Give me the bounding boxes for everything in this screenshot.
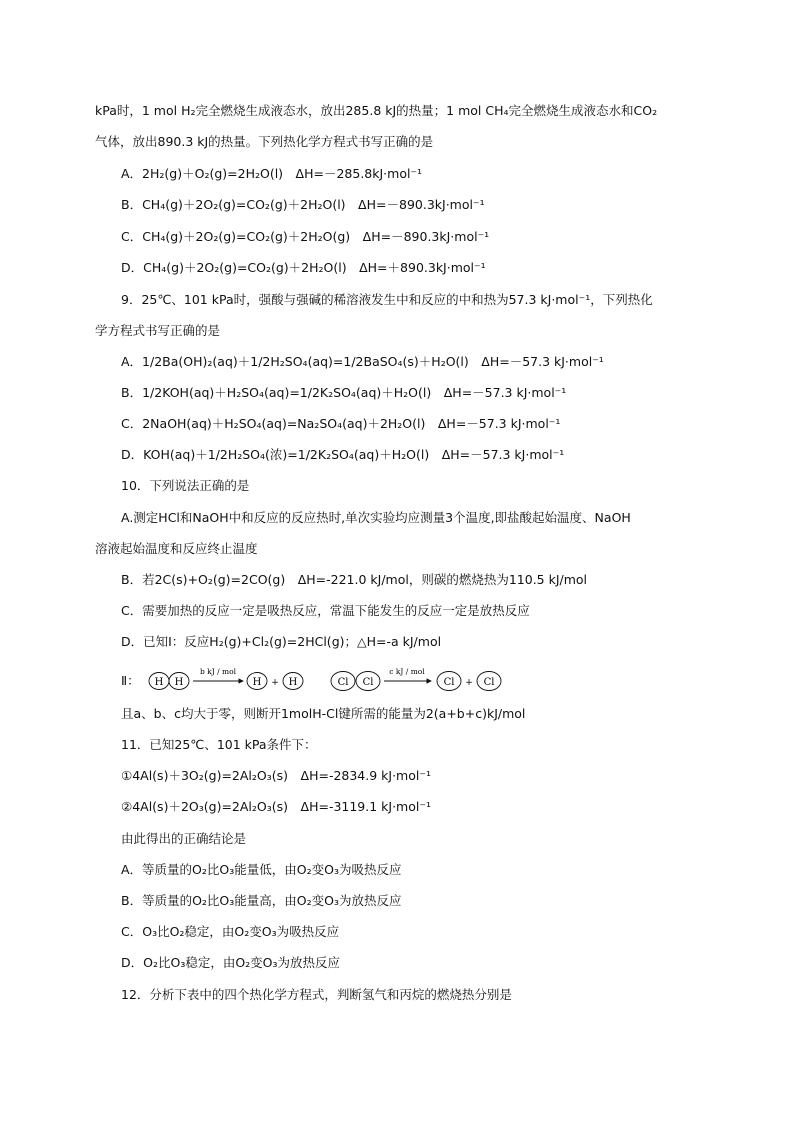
option-line: C．O₃比O₂稳定，由O₂变O₃为吸热反应 bbox=[121, 924, 340, 939]
cl-atom-label: Cl bbox=[443, 677, 455, 688]
option-line: 溶液起始温度和反应终止温度 bbox=[95, 541, 258, 556]
arrow-cl-label: c kJ / mol bbox=[389, 667, 425, 676]
plus-sign: + bbox=[271, 678, 279, 688]
cl-atom-label: Cl bbox=[362, 677, 374, 688]
option-line: 且a、b、c均大于零，则断开1molH-Cl键所需的能量为2(a+b+c)kJ/mol bbox=[121, 706, 526, 721]
text-line: 由此得出的正确结论是 bbox=[121, 831, 247, 846]
cl-atom-label: Cl bbox=[337, 677, 349, 688]
option-line: A．等质量的O₂比O₃能量低，由O₂变O₃为吸热反应 bbox=[121, 862, 402, 877]
equation-line: ②4Al(s)＋2O₃(g)=2Al₂O₃(s) ΔH=-3119.1 kJ·mol⁻¹ bbox=[121, 799, 431, 814]
question-line: 9．25℃、101 kPa时，强酸与强碱的稀溶液发生中和反应的中和热为57.3 kJ·mol⁻¹，下列热化 bbox=[121, 292, 653, 307]
option-line: A.测定HCl和NaOH中和反应的反应热时,单次实验均应测量3个温度,即盐酸起始温度、NaOH bbox=[121, 510, 631, 525]
option-line: B．若2C(s)+O₂(g)=2CO(g) ΔH=-221.0 kJ/mol，则碳的燃烧热为110.5 kJ/mol bbox=[121, 572, 588, 587]
option-line: B．1/2KOH(aq)＋H₂SO₄(aq)=1/2K₂SO₄(aq)＋H₂O(l) ΔH=－57.3 kJ·mol⁻¹ bbox=[121, 385, 567, 400]
question-line: 10．下列说法正确的是 bbox=[121, 478, 250, 493]
option-line: D．已知Ⅰ：反应H₂(g)+Cl₂(g)=2HCl(g)；△H=-a kJ/mol bbox=[121, 634, 442, 649]
h-atom-label: H bbox=[252, 677, 262, 688]
diagram-label: Ⅱ： bbox=[121, 673, 140, 688]
equation-line: ①4Al(s)＋3O₂(g)=2Al₂O₃(s) ΔH=-2834.9 kJ·mol⁻¹ bbox=[121, 768, 431, 783]
h-atom-label: H bbox=[154, 677, 164, 688]
option-line: C．2NaOH(aq)＋H₂SO₄(aq)=Na₂SO₄(aq)＋2H₂O(l) ΔH=－57.3 kJ·mol⁻¹ bbox=[121, 416, 561, 431]
bond-energy-diagram bbox=[121, 666, 521, 696]
option-line: D．KOH(aq)＋1/2H₂SO₄(浓)=1/2K₂SO₄(aq)＋H₂O(l) ΔH=－57.3 kJ·mol⁻¹ bbox=[121, 447, 565, 462]
cl-atom-label: Cl bbox=[483, 677, 495, 688]
option-line: D．CH₄(g)＋2O₂(g)=CO₂(g)＋2H₂O(l) ΔH=＋890.3kJ·mol⁻¹ bbox=[121, 260, 486, 275]
question-line: 12．分析下表中的四个热化学方程式，判断氢气和丙烷的燃烧热分别是 bbox=[121, 987, 512, 1002]
option-line: A．1/2Ba(OH)₂(aq)＋1/2H₂SO₄(aq)=1/2BaSO₄(s)＋H₂O(l) ΔH=－57.3 kJ·mol⁻¹ bbox=[121, 354, 604, 369]
arrow-h-label: b kJ / mol bbox=[199, 667, 237, 676]
option-line: C．需要加热的反应一定是吸热反应，常温下能发生的反应一定是放热反应 bbox=[121, 603, 530, 618]
question-line: 11．已知25℃、101 kPa条件下： bbox=[121, 737, 317, 752]
h-atom-label: H bbox=[174, 677, 184, 688]
option-line: D．O₂比O₃稳定，由O₂变O₃为放热反应 bbox=[121, 955, 341, 970]
question-line: 学方程式书写正确的是 bbox=[95, 323, 221, 338]
text-line: kPa时，1 mol H₂完全燃烧生成液态水，放出285.8 kJ的热量；1 mol CH₄完全燃烧生成液态水和CO₂ bbox=[95, 103, 658, 118]
plus-sign: + bbox=[465, 678, 473, 688]
option-line: A．2H₂(g)＋O₂(g)=2H₂O(l) ΔH=－285.8kJ·mol⁻¹ bbox=[121, 166, 423, 181]
option-line: B．等质量的O₂比O₃能量高，由O₂变O₃为放热反应 bbox=[121, 893, 402, 908]
option-line: C．CH₄(g)＋2O₂(g)=CO₂(g)＋2H₂O(g) ΔH=－890.3kJ·mol⁻¹ bbox=[121, 229, 490, 244]
option-line: B．CH₄(g)＋2O₂(g)=CO₂(g)＋2H₂O(l) ΔH=－890.3kJ·mol⁻¹ bbox=[121, 197, 485, 212]
text-line: 气体，放出890.3 kJ的热量。下列热化学方程式书写正确的是 bbox=[95, 134, 434, 149]
h-atom-label: H bbox=[288, 677, 298, 688]
